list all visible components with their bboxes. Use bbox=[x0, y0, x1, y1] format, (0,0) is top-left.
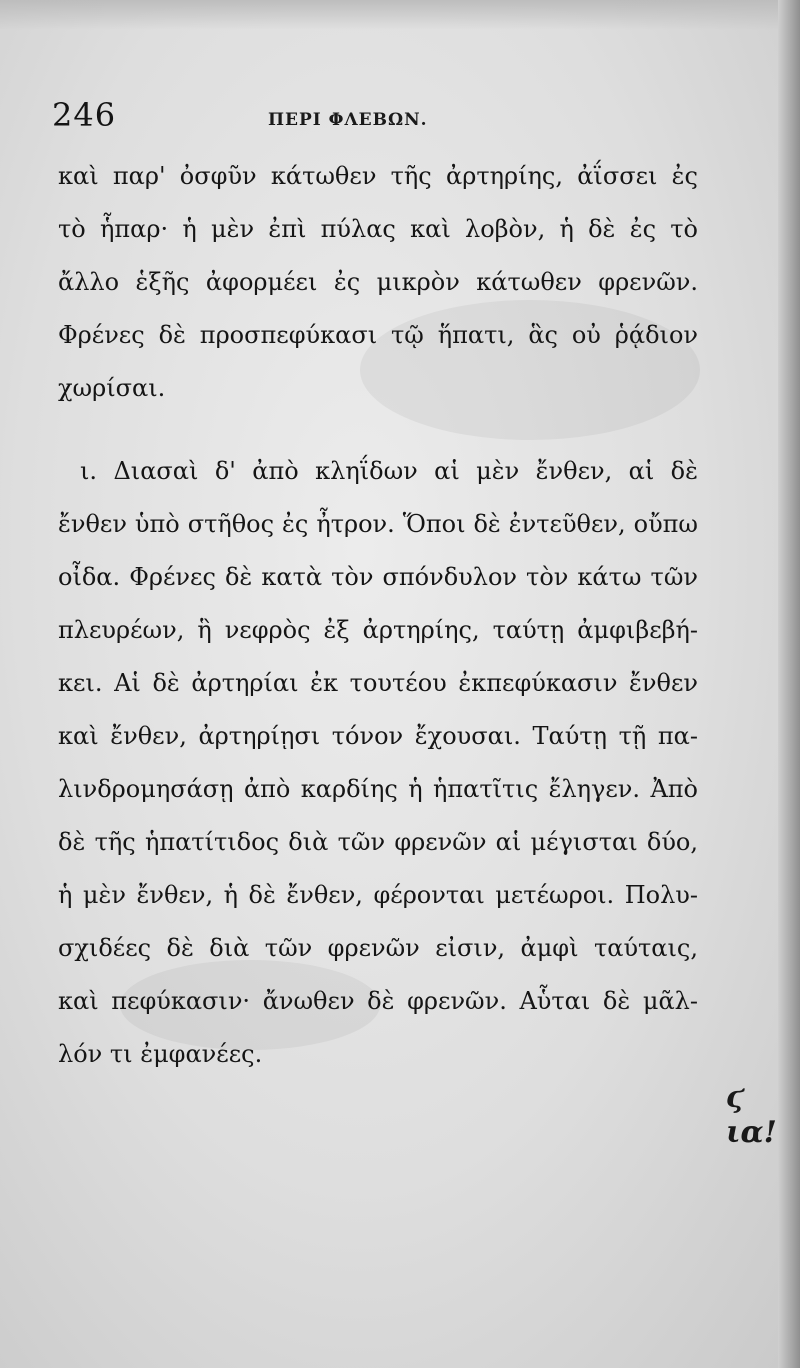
page-number: 246 bbox=[52, 96, 117, 134]
page-top-shadow bbox=[0, 0, 800, 30]
text-line: κει. Αἱ δὲ ἀρτηρίαι ἐκ τουτέου ἐκπεφύκασιν ἔνθεν bbox=[58, 669, 698, 697]
text-line: ἔνθεν ὑπὸ στῆθος ἐς ἦτρον. Ὅποι δὲ ἐντεῦθεν, οὔπω bbox=[58, 510, 698, 538]
page-header bbox=[0, 92, 800, 142]
text-line: οἶδα. Φρένες δὲ κατὰ τὸν σπόνδυλον τὸν κάτω τῶν bbox=[58, 563, 698, 591]
text-line: λινδρομησάσῃ ἀπὸ καρδίης ἡ ἡπατῖτις ἔληγεν. Ἀπὸ bbox=[58, 775, 698, 803]
text-line: δὲ τῆς ἡπατίτιδος διὰ τῶν φρενῶν αἱ μέγισται δύο, bbox=[58, 828, 698, 856]
text-line: ἄλλο ἑξῆς ἀφορμέει ἐς μικρὸν κάτωθεν φρενῶν. bbox=[58, 268, 698, 296]
text-line: καὶ πεφύκασιν· ἄνωθεν δὲ φρενῶν. Αὗται δὲ μᾶλ- bbox=[58, 987, 698, 1015]
paragraph bbox=[58, 445, 698, 1081]
paragraph-gap bbox=[58, 415, 698, 445]
text-line: λόν τι ἐμφανέες. bbox=[58, 1040, 263, 1068]
page-gutter-shadow bbox=[778, 0, 800, 1368]
text-line: ι. Διασαὶ δ' ἀπὸ κληΐδων αἱ μὲν ἔνθεν, αἱ δὲ bbox=[80, 457, 698, 485]
text-line: σχιδέες δὲ διὰ τῶν φρενῶν εἰσιν, ἀμφὶ ταύταις, bbox=[58, 934, 698, 962]
text-line: χωρίσαι. bbox=[58, 374, 166, 402]
running-head: ΠΕΡΙ ΦΛΕΒΩΝ. bbox=[268, 110, 428, 130]
text-line: ἡ μὲν ἔνθεν, ἡ δὲ ἔνθεν, φέρονται μετέωροι. Πολυ- bbox=[58, 881, 698, 909]
text-line: καὶ παρ' ὀσφῦν κάτωθεν τῆς ἀρτηρίης, ἀΐσσει ἐς bbox=[58, 162, 698, 190]
text-line: Φρένες δὲ προσπεφύκασι τῷ ἥπατι, ἃς οὐ ῥᾴδιον bbox=[58, 321, 698, 349]
body-text bbox=[58, 150, 698, 1081]
text-line: πλευρέων, ἣ νεφρὸς ἐξ ἀρτηρίης, ταύτῃ ἀμφιβεβή- bbox=[58, 616, 698, 644]
text-line: τὸ ἧπαρ· ἡ μὲν ἐπὶ πύλας καὶ λοβὸν, ἡ δὲ ἐς τὸ bbox=[58, 215, 698, 243]
paragraph bbox=[58, 150, 698, 415]
text-line: καὶ ἔνθεν, ἀρτηρίῃσι τόνον ἔχουσαι. Ταύτῃ τῇ πα- bbox=[58, 722, 698, 750]
handwritten-margin-note: ϛ ια! bbox=[726, 1080, 777, 1150]
